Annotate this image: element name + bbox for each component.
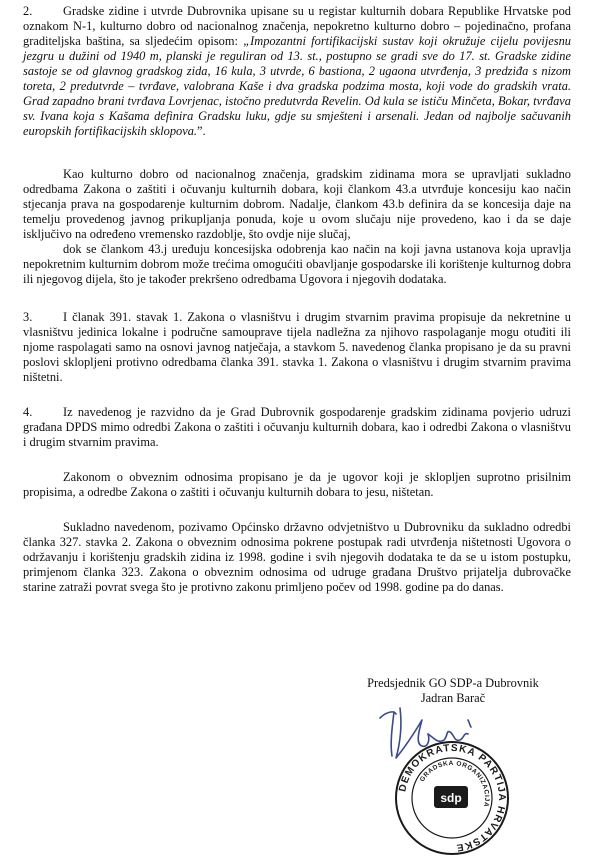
obligations-paragraph: Zakonom o obveznim odnosima propisano je da je ugovor koji je sklopljen suprotno prisilnim propisima, a odredbe Zakona o zaštiti i očuvanju kulturnih dobara to jesu, ništetan. [23, 470, 571, 499]
stamp-ring-text: DEMOKRATSKA PARTIJA HRVATSKE [397, 742, 508, 853]
section-2-paragraph [23, 4, 571, 139]
concession-paragraph: Kao kulturno dobro od nacionalnog značenja, gradskim zidinama mora se upravljati sukladno odredbama Zakona o zaštiti i očuvanju kulturnih dobara, koji člankom 43.a utvrđuje koncesiju kao način stjecanja prava na gospodarenje kulturnim dobrom. Nadalje, člankom 43.b definira da se koncesija daje na temelju provedenog javnog prikupljanja ponuda, koje u ovom slučaju nije provedeno, kao i da se daje isključivo na određeno vremensko razdoblje, što ovdje nije slučaj, [23, 167, 571, 241]
monument-description-quote: „Impozantni fortifikacijski sustav koji okružuje cijelu povijesnu jezgru u dužini od 1940 m, planski je reguliran od 13. st., postupno se gradi sve do 17. st. Gradske zidine sastoje se od glavnog gradskog zida, 16 kula, 3 utvrde, 6 bastiona, 2 ugaona utvrđenja, 3 predziđa s nizom toreta, 2 predutvrde – tvrđave, valobrana Kaše i dva gradska podzima mosta, koji vode do gradskih vrata. Grad zapadno brani tvrđava Lovrjenac, istočno predutvrda Revelin. Od kula se ističu Minčeta, Bokar, tvrđava sv. Ivana koja s Kašama definira Gradsku luku, gdje su smješteni i arsenali. Jedan od najbolje sačuvanih europskih fortifikacijskih sklopova. [23, 34, 571, 138]
section-4-paragraph: 4. Iz navedenog je razvidno da je Grad Dubrovnik gospodarenje gradskim zidinama povjerio udruzi građana DPDS mimo odredbi Zakona o zaštiti i očuvanju kulturnih dobara, kao i odredbi Zakona o vlasništvu i drugim stvarnim pravima. [23, 405, 571, 449]
section-number: 4. [23, 405, 33, 419]
stamp-inner-text: GRADSKA ORGANIZACIJA [418, 759, 491, 808]
request-paragraph: Sukladno navedenom, pozivamo Općinsko državno odvjetništvo u Dubrovniku da sukladno odredbi članka 327. stavka 2. Zakona o obveznim odnosima pokrene postupak radi utvrđenja ništetnosti Ugovora o održavanju i korištenju gradskih zidina iz 1998. godine i svih njegovih dodataka te da se u istom postupku, primjenom članka 323. Zakona o obveznim odnosima od udruge građana Društvo prijatelja dubrovačke starine zatraži povrat svega što je protivno zakonu primljeno počev od 1998. godine pa do danas. [23, 520, 571, 594]
obligations-paragraph-block [23, 470, 571, 500]
section-number: 3. [23, 310, 33, 324]
section-4 [23, 405, 571, 450]
section-2 [23, 4, 571, 139]
concession-paragraph-block [23, 167, 571, 287]
signatory-name: Jadran Barač [420, 691, 486, 705]
quote-closing: ”. [197, 124, 206, 138]
section-3-paragraph: 3. I članak 391. stavak 1. Zakona o vlasništvu i drugim stvarnim pravima propisuje da nekretnine u vlasništvu jedinica lokalne i područne samouprave tijela nadležna za njihovo raspolaganje mogu otuđiti ili njome raspolagati samo na osnovi javnog natječaja, a stavkom 5. navedenog članka propisano je da su pravni poslovi sklopljeni protivno odredbama članka 391. stavka 1. Zakona o vlasništvu i drugim stvarnim pravima ništetni. [23, 310, 571, 384]
concession-paragraph-continued: dok se člankom 43.j uređuju koncesijska odobrenja kao način na koji javna ustanova koja upravlja nepokretnim kulturnim dobrom može trećima omogućiti obavljanje gospodarske ili korištenje kulturnog dobra ili njegovog dijela, što je također prekršeno odredbama Ugovora i njegovih dodataka. [23, 242, 571, 286]
section-2-intro-text: Gradske zidine i utvrde Dubrovnika upisane su u registar kulturnih dobara Republike Hrvatske pod oznakom N-1, kulturno dobro od nacionalnog značenja, nepokretno kulturno dobro – pojedinačno, profana graditeljska baština, sa sljedećim opisom: [23, 4, 571, 48]
request-paragraph-block [23, 520, 571, 595]
stamp-center-logo: sdp [440, 791, 462, 805]
section-number: 2. [23, 4, 33, 18]
section-3 [23, 310, 571, 385]
party-seal-stamp [392, 738, 512, 858]
signatory-role: Predsjednik GO SDP-a Dubrovnik [367, 676, 539, 690]
